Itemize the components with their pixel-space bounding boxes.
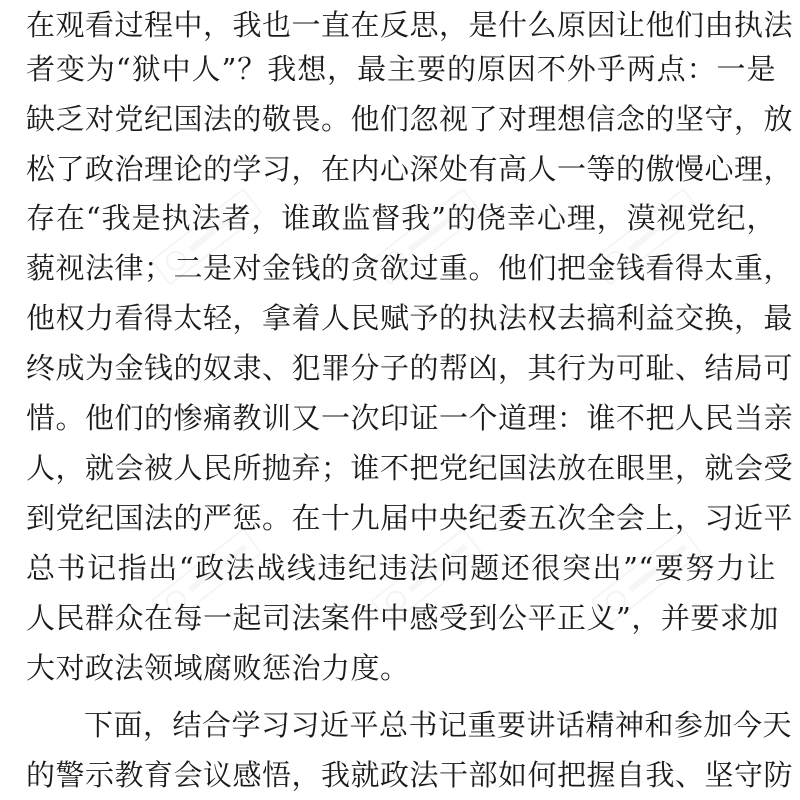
body-text-line: 总书记指出“政法战线违纪违法问题还很突出”“要努力让	[26, 551, 776, 585]
body-text-line: 藐视法律；二是对金钱的贪欲过重。他们把金钱看得太重，	[26, 251, 794, 285]
body-text-line: 松了政治理论的学习，在内心深处有高人一等的傲慢心理，	[26, 152, 794, 186]
body-text-line: 的警示教育会议感悟，我就政法干部如何把握自我、坚守防	[26, 758, 794, 792]
body-text-line: 惜。他们的惨痛教训又一次印证一个道理：谁不把人民当亲	[26, 401, 794, 435]
paragraph-start-line: 下面，结合学习习近平总书记重要讲话精神和参加今天	[84, 708, 793, 742]
body-text-line: 人，就会被人民所抛弃；谁不把党纪国法放在眼里，就会受	[26, 451, 794, 485]
body-text-line: 大对政法领域腐败惩治力度。	[26, 651, 410, 685]
body-text-line: 他权力看得太轻，拿着人民赋予的执法权去搞利益交换，最	[26, 301, 794, 335]
body-text-line: 缺乏对党纪国法的敬畏。他们忽视了对理想信念的坚守，放	[26, 102, 794, 136]
body-text-line: 到党纪国法的严惩。在十九届中央纪委五次全会上，习近平	[26, 501, 794, 535]
body-text-line: 在观看过程中，我也一直在反思，是什么原因让他们由执法	[26, 8, 794, 42]
body-text-line: 终成为金钱的奴隶、犯罪分子的帮凶，其行为可耻、结局可	[26, 351, 794, 385]
body-text-line: 存在“我是执法者，谁敢监督我”的侥幸心理，漠视党纪，	[26, 201, 776, 235]
body-text-line: 人民群众在每一起司法案件中感受到公平正义”，并要求加	[26, 601, 779, 635]
body-text-line: 者变为“狱中人”？我想，最主要的原因不外乎两点：一是	[26, 52, 776, 86]
